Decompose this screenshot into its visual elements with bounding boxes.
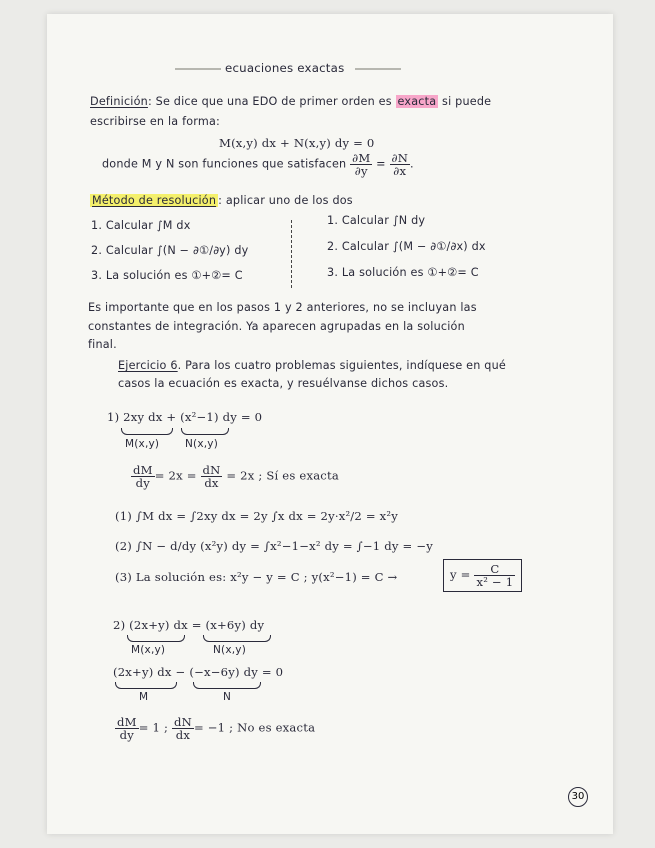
method-right-2: 2. Calcular ∫(M − ∂①/∂x) dx [327,240,486,253]
exercise-line2: casos la ecuación es exacta, y resuélvanse dichos casos. [118,377,449,390]
problem1-step3: (3) La solución es: x²y − y = C ; y(x²−1) = C → [115,570,398,584]
problem2-n-brace [203,635,271,642]
definition-line2: escribirse en la forma: [90,115,221,128]
problem2-check: $\frac{dM}{dy}$ = 1 ; $\frac{dN}{dx}$ = −1 ; No es exacta [117,715,316,743]
problem2-equation2: (2x+y) dx − (−x−6y) dy = 0 [113,665,284,679]
dN-dx-fraction: $\frac{\partial N}{\partial x}$ [391,151,409,179]
method-left-1: 1. Calcular ∫M dx [91,219,191,232]
problem1-m-label: M(x,y) [125,438,160,450]
dM-dy-p2: $\frac{dM}{dy}$ [117,715,137,743]
note-line1: Es importante que en los pasos 1 y 2 anteriores, no se incluyan las [88,301,477,314]
method-text: : aplicar uno de los dos [218,194,353,207]
problem2-m-label: M(x,y) [131,644,166,656]
problem2-n-label: N(x,y) [213,644,247,656]
method-left-3: 3. La solución es ①+②= C [91,269,243,282]
problem1-equation: 1) 2xy dx + (x²−1) dy = 0 [107,410,263,424]
problem1-check: $\frac{dM}{dy}$ = 2x = $\frac{dN}{dx}$ = 2x ; Sí es exacta [133,463,339,491]
problem1-n-label: N(x,y) [185,438,219,450]
problem2-n2-brace [193,682,261,689]
definition-label: Definición [90,95,148,108]
page-number: 30 [568,787,588,807]
method-divider [291,220,292,288]
definition-condition: donde M y N son funciones que satisfacen $\frac{\partial M}{\partial y}$ = $\frac{\partial N}{\partial x}$ . [102,151,414,179]
definition-equation: M(x,y) dx + N(x,y) dy = 0 [219,136,375,150]
method-left-2: 2. Calcular ∫(N − ∂①/∂y) dy [91,244,249,257]
notebook-page [47,14,613,834]
title-rule-left [175,68,221,70]
condition-text: donde M y N son funciones que satisfacen [102,157,347,171]
method-right-1: 1. Calcular ∫N dy [327,214,426,227]
method-right-3: 3. La solución es ①+②= C [327,266,479,279]
note-line3: final. [88,338,117,351]
method-label: Método de resolución [92,194,217,207]
problem1-step2: (2) ∫N − d/dy (x²y) dy = ∫x²−1−x² dy = ∫−1 dy = −y [115,539,433,553]
answer-fraction: $\frac{C}{\text{x² − 1}}$ [476,562,514,590]
problem2-m-brace [127,635,185,642]
exercise-text1: . Para los cuatro problemas siguientes, indíquese en qué [177,359,506,372]
definition-text: : Se dice que una EDO de primer orden es [147,95,392,108]
dN-dx-p2: $\frac{dN}{dx}$ [173,715,192,743]
problem2-m2-label: M [139,691,149,703]
problem1-step1: (1) ∫M dx = ∫2xy dx = 2y ∫x dx = 2y·x²/2 = x²y [115,509,399,523]
dM-dy-p1: $\frac{dM}{dy}$ [133,463,153,491]
dM-dy-fraction: $\frac{\partial M}{\partial y}$ [352,151,371,179]
method-heading [90,194,353,207]
page-title: ecuaciones exactas [225,61,345,75]
problem2-equation: 2) (2x+y) dx = (x+6y) dy [113,618,265,632]
definition-line1 [90,95,491,108]
problem1-n-brace [181,428,229,435]
title-rule-right [355,68,401,70]
exacta-highlight: exacta [397,95,437,108]
problem1-answer-box: y = $\frac{C}{\text{x² − 1}}$ [443,559,522,592]
problem1-m-brace [121,428,173,435]
note-line2: constantes de integración. Ya aparecen agrupadas en la solución [88,320,465,333]
definition-text-after: si puede [442,95,492,108]
problem2-m2-brace [115,682,177,689]
problem2-n2-label: N [223,691,232,703]
exercise-label: Ejercicio 6 [118,359,178,372]
dN-dx-p1: $\frac{dN}{dx}$ [202,463,221,491]
exercise-line1 [118,359,506,372]
